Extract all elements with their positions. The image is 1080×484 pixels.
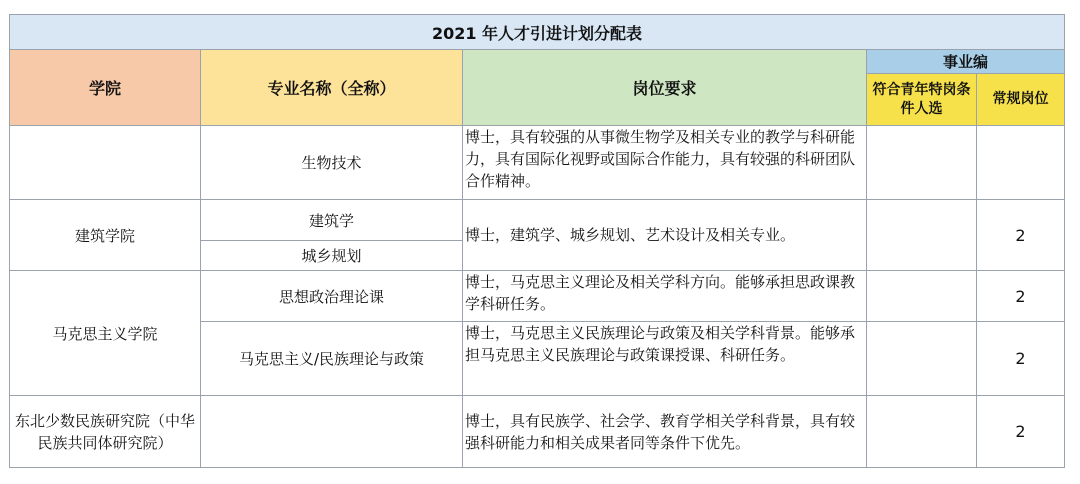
requirement-cell: 博士，马克思主义民族理论与政策及相关学科背景。能够承担马克思主义民族理论与政策课授课、科研任务。: [463, 322, 867, 396]
requirement-cell: 博士，马克思主义理论及相关学科方向。能够承担思政课教学科研任务。: [463, 271, 867, 322]
special-post-cell: [867, 396, 977, 468]
header-special-post: 符合青年特岗条件人选: [867, 74, 977, 126]
college-cell: 马克思主义学院: [10, 271, 201, 396]
special-post-cell: [867, 200, 977, 271]
college-cell: 建筑学院: [10, 200, 201, 271]
header-regular-post: 常规岗位: [977, 74, 1065, 126]
regular-post-cell: 2: [977, 396, 1065, 468]
table-title: 2021 年人才引进计划分配表: [10, 15, 1065, 50]
header-major: 专业名称（全称）: [201, 50, 463, 126]
regular-post-cell: 2: [977, 200, 1065, 271]
regular-post-cell: 2: [977, 271, 1065, 322]
major-cell: 建筑学: [201, 200, 463, 241]
header-shiye: 事业编: [867, 50, 1065, 74]
requirement-cell: 博士，具有较强的从事微生物学及相关专业的教学与科研能力，具有国际化视野或国际合作能力，具有较强的科研团队合作精神。: [463, 126, 867, 200]
table-row: [10, 396, 1065, 468]
table-row: [10, 271, 1065, 322]
major-cell: 生物技术: [201, 126, 463, 200]
college-cell: 东北少数民族研究院（中华民族共同体研究院）: [10, 396, 201, 468]
special-post-cell: [867, 322, 977, 396]
special-post-cell: [867, 271, 977, 322]
header-requirement: 岗位要求: [463, 50, 867, 126]
major-cell: [201, 396, 463, 468]
major-cell: 马克思主义/民族理论与政策: [201, 322, 463, 396]
requirement-cell: 博士，具有民族学、社会学、教育学相关学科背景，具有较强科研能力和相关成果者同等条件下优先。: [463, 396, 867, 468]
requirement-cell: 博士，建筑学、城乡规划、艺术设计及相关专业。: [463, 200, 867, 271]
college-cell: [10, 126, 201, 200]
table-row: [10, 200, 1065, 241]
special-post-cell: [867, 126, 977, 200]
major-cell: 城乡规划: [201, 241, 463, 271]
regular-post-cell: [977, 126, 1065, 200]
header-college: 学院: [10, 50, 201, 126]
table-row: [10, 126, 1065, 200]
regular-post-cell: 2: [977, 322, 1065, 396]
major-cell: 思想政治理论课: [201, 271, 463, 322]
allocation-table: [9, 14, 1065, 468]
